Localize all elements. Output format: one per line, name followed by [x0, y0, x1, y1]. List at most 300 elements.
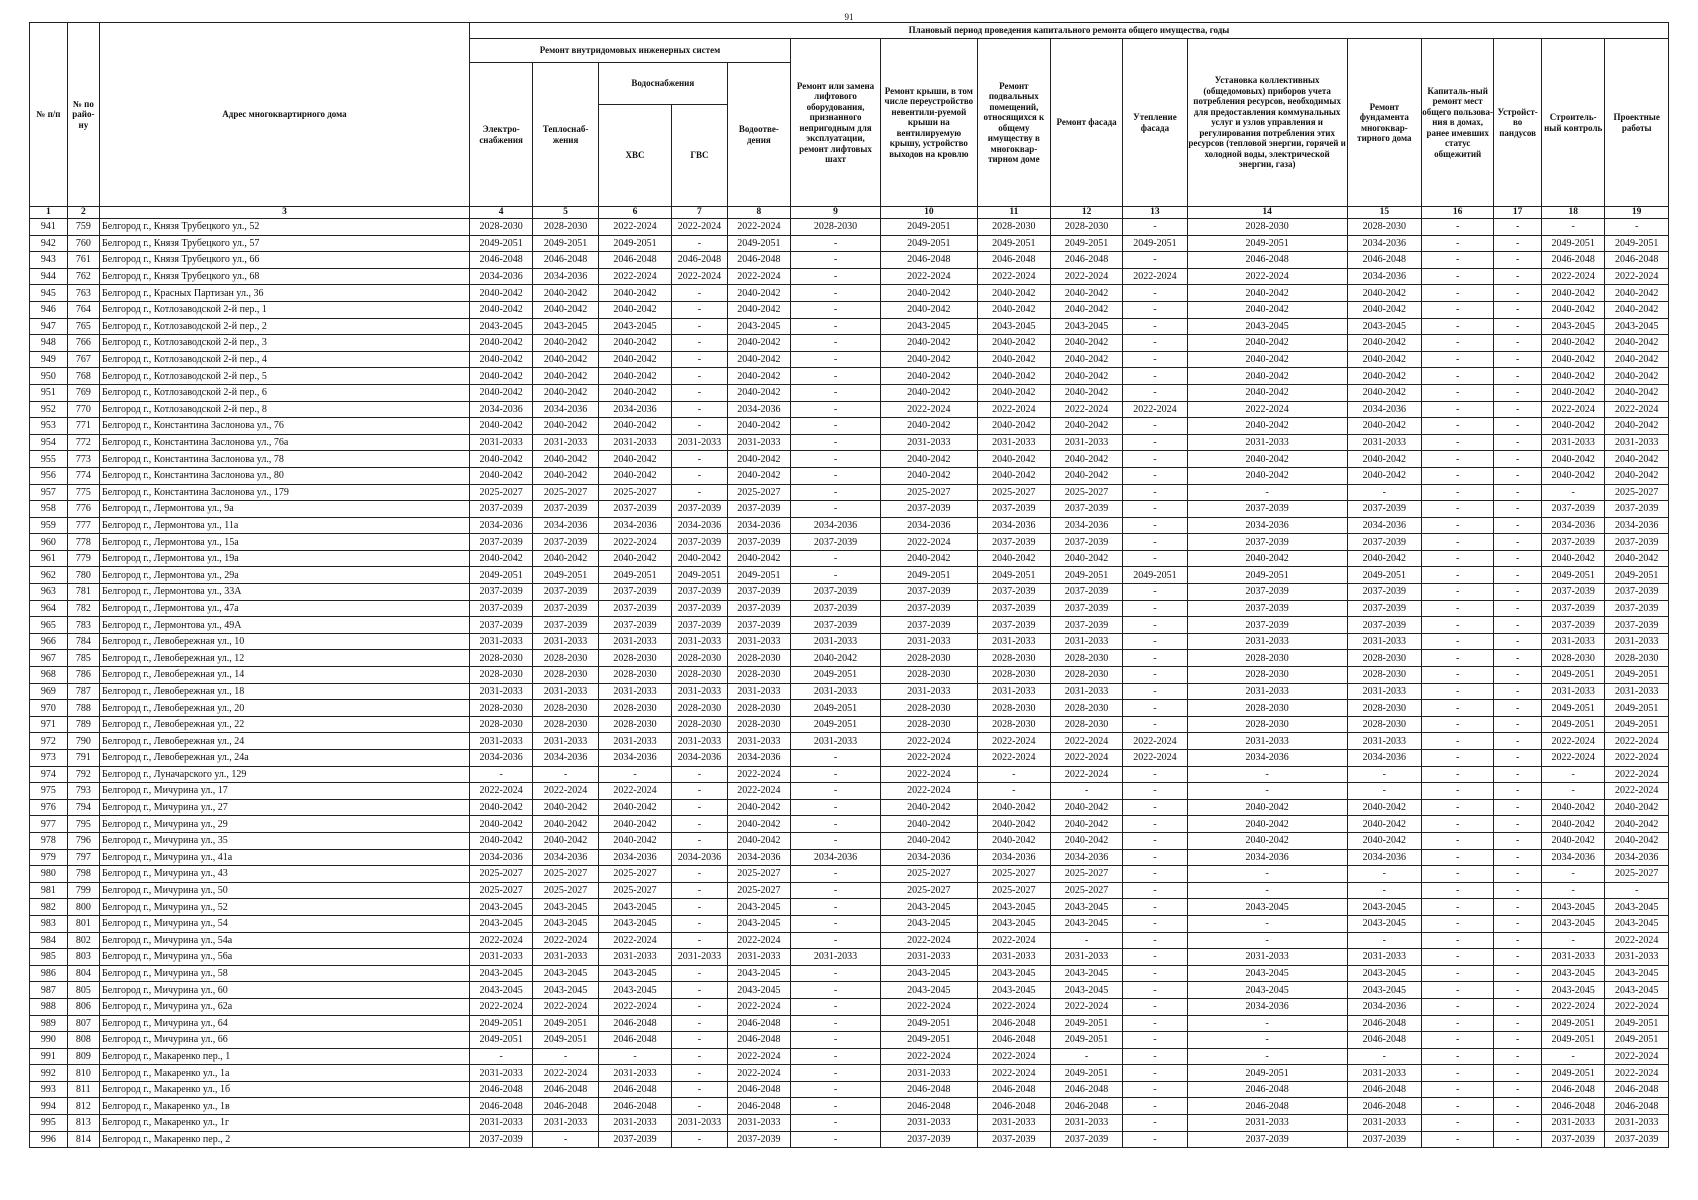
period-cell: 2040-2042 — [469, 384, 532, 401]
period-cell: 2034-2036 — [1051, 517, 1123, 534]
period-cell: 2037-2039 — [1542, 534, 1605, 551]
period-cell: - — [791, 866, 881, 883]
row-number: 986 — [30, 965, 68, 982]
period-cell: - — [598, 766, 671, 783]
period-cell: - — [1422, 783, 1494, 800]
address-cell: Белгород г., Лермонтова ул., 33А — [99, 584, 469, 601]
period-cell: - — [1542, 484, 1605, 501]
period-cell: - — [1422, 351, 1494, 368]
period-cell: 2028-2030 — [1347, 667, 1421, 684]
period-cell: 2028-2030 — [1347, 700, 1421, 717]
table-row — [30, 766, 1669, 783]
column-number: 19 — [1605, 207, 1669, 219]
period-cell: - — [1422, 982, 1494, 999]
period-cell: - — [1494, 351, 1542, 368]
address-cell: Белгород г., Луначарского ул., 129 — [99, 766, 469, 783]
period-cell: 2037-2039 — [881, 501, 978, 518]
column-number: 1 — [30, 207, 68, 219]
period-cell: - — [1494, 1015, 1542, 1032]
period-cell: 2025-2027 — [1605, 866, 1669, 883]
period-cell: - — [1422, 318, 1494, 335]
period-cell: - — [1494, 1081, 1542, 1098]
period-cell: 2022-2024 — [1605, 733, 1669, 750]
period-cell: 2028-2030 — [727, 716, 790, 733]
period-cell: 2040-2042 — [1542, 418, 1605, 435]
period-cell: 2025-2027 — [598, 882, 671, 899]
period-cell: 2025-2027 — [469, 484, 532, 501]
period-cell: 2043-2045 — [977, 965, 1050, 982]
period-cell: 2031-2033 — [1187, 434, 1347, 451]
period-cell: 2034-2036 — [672, 750, 728, 767]
period-cell: 2040-2042 — [533, 351, 599, 368]
period-cell: 2031-2033 — [1605, 633, 1669, 650]
row-number: 972 — [30, 733, 68, 750]
row-number: 990 — [30, 1032, 68, 1049]
period-cell: - — [791, 285, 881, 302]
period-cell: 2043-2045 — [1051, 899, 1123, 916]
period-cell: - — [1494, 1098, 1542, 1115]
period-cell: 2043-2045 — [881, 318, 978, 335]
column-number: 13 — [1123, 207, 1187, 219]
period-cell: 2022-2024 — [1542, 998, 1605, 1015]
period-cell: 2037-2039 — [598, 501, 671, 518]
address-cell: Белгород г., Константина Заслонова ул., 179 — [99, 484, 469, 501]
address-cell: Белгород г., Мичурина ул., 54а — [99, 932, 469, 949]
row-number: 981 — [30, 882, 68, 899]
table-row — [30, 982, 1669, 999]
row-number: 963 — [30, 584, 68, 601]
period-cell: 2049-2051 — [1542, 1015, 1605, 1032]
period-cell: 2040-2042 — [1187, 351, 1347, 368]
period-cell: 2037-2039 — [791, 534, 881, 551]
column-number: 7 — [672, 207, 728, 219]
period-cell: 2040-2042 — [1542, 799, 1605, 816]
period-cell: 2037-2039 — [672, 534, 728, 551]
period-cell: 2022-2024 — [1605, 401, 1669, 418]
period-cell: 2040-2042 — [727, 351, 790, 368]
period-cell: 2040-2042 — [1605, 550, 1669, 567]
period-cell: - — [791, 766, 881, 783]
period-cell: 2034-2036 — [1347, 517, 1421, 534]
period-cell: 2040-2042 — [1542, 832, 1605, 849]
period-cell: - — [672, 766, 728, 783]
period-cell: 2034-2036 — [727, 750, 790, 767]
row-number: 973 — [30, 750, 68, 767]
column-number: 10 — [881, 207, 978, 219]
period-cell: - — [1494, 368, 1542, 385]
period-cell: - — [1422, 932, 1494, 949]
period-cell: 2040-2042 — [881, 451, 978, 468]
column-number: 6 — [598, 207, 671, 219]
period-cell: 2037-2039 — [727, 600, 790, 617]
capital-repair-schedule-table — [29, 22, 1669, 1148]
period-cell: 2031-2033 — [469, 949, 532, 966]
period-cell: 2037-2039 — [977, 1131, 1050, 1148]
period-cell: 2034-2036 — [1347, 235, 1421, 252]
period-cell: 2022-2024 — [598, 998, 671, 1015]
period-cell: - — [1494, 301, 1542, 318]
period-cell: 2028-2030 — [1187, 700, 1347, 717]
period-cell: - — [1123, 301, 1187, 318]
period-cell: 2031-2033 — [1051, 633, 1123, 650]
period-cell: 2046-2048 — [598, 1098, 671, 1115]
district-number: 806 — [67, 998, 99, 1015]
district-number: 794 — [67, 799, 99, 816]
period-cell: 2040-2042 — [881, 335, 978, 352]
row-number: 984 — [30, 932, 68, 949]
period-cell: 2049-2051 — [598, 235, 671, 252]
period-cell: 2025-2027 — [533, 484, 599, 501]
period-cell: - — [672, 401, 728, 418]
period-cell: 2034-2036 — [469, 401, 532, 418]
district-number: 812 — [67, 1098, 99, 1115]
period-cell: 2040-2042 — [469, 799, 532, 816]
period-cell: 2049-2051 — [1542, 1032, 1605, 1049]
period-cell: 2037-2039 — [977, 617, 1050, 634]
district-number: 761 — [67, 252, 99, 269]
period-cell: 2046-2048 — [1605, 1081, 1669, 1098]
period-cell: - — [1422, 1081, 1494, 1098]
period-cell: 2028-2030 — [1187, 219, 1347, 236]
period-cell: 2031-2033 — [469, 1115, 532, 1132]
period-cell: 2037-2039 — [727, 1131, 790, 1148]
period-cell: 2040-2042 — [1542, 550, 1605, 567]
table-row — [30, 1065, 1669, 1082]
period-cell: 2043-2045 — [469, 318, 532, 335]
period-cell: - — [1494, 899, 1542, 916]
period-cell: 2034-2036 — [1347, 998, 1421, 1015]
period-cell: 2040-2042 — [881, 351, 978, 368]
table-row — [30, 932, 1669, 949]
period-cell: 2037-2039 — [672, 584, 728, 601]
period-cell: - — [672, 1131, 728, 1148]
period-cell: - — [1422, 235, 1494, 252]
table-row — [30, 965, 1669, 982]
period-cell: 2046-2048 — [977, 1081, 1050, 1098]
period-cell: 2049-2051 — [791, 716, 881, 733]
period-cell: 2043-2045 — [1347, 982, 1421, 999]
period-cell: 2034-2036 — [469, 750, 532, 767]
period-cell: - — [1422, 1032, 1494, 1049]
period-cell: 2031-2033 — [533, 1115, 599, 1132]
period-cell: 2031-2033 — [727, 434, 790, 451]
period-cell: 2025-2027 — [977, 484, 1050, 501]
period-cell: - — [1347, 484, 1421, 501]
district-number: 800 — [67, 899, 99, 916]
period-cell: 2040-2042 — [533, 550, 599, 567]
column-number: 2 — [67, 207, 99, 219]
period-cell: 2025-2027 — [1051, 882, 1123, 899]
row-number: 961 — [30, 550, 68, 567]
period-cell: 2046-2048 — [977, 1098, 1050, 1115]
address-cell: Белгород г., Макаренко ул., 1г — [99, 1115, 469, 1132]
period-cell: 2031-2033 — [1187, 1115, 1347, 1132]
period-cell: 2028-2030 — [1347, 716, 1421, 733]
address-cell: Белгород г., Князя Трубецкого ул., 66 — [99, 252, 469, 269]
table-row — [30, 285, 1669, 302]
period-cell: - — [791, 235, 881, 252]
period-cell: - — [672, 484, 728, 501]
period-cell: 2031-2033 — [672, 733, 728, 750]
period-cell: - — [672, 965, 728, 982]
district-number: 783 — [67, 617, 99, 634]
period-cell: 2046-2048 — [672, 252, 728, 269]
district-number: 791 — [67, 750, 99, 767]
period-cell: - — [1494, 401, 1542, 418]
period-cell: - — [1187, 882, 1347, 899]
district-number: 768 — [67, 368, 99, 385]
period-cell: - — [1187, 766, 1347, 783]
period-cell: - — [791, 899, 881, 916]
period-cell: 2040-2042 — [1542, 816, 1605, 833]
table-row — [30, 567, 1669, 584]
period-cell: - — [1494, 318, 1542, 335]
period-cell: - — [1494, 667, 1542, 684]
period-cell: - — [1494, 1115, 1542, 1132]
period-cell: - — [1494, 700, 1542, 717]
period-cell: - — [1123, 982, 1187, 999]
period-cell: 2022-2024 — [881, 268, 978, 285]
period-cell: - — [791, 268, 881, 285]
table-row — [30, 401, 1669, 418]
period-cell: 2046-2048 — [881, 1098, 978, 1115]
period-cell: 2040-2042 — [727, 451, 790, 468]
period-cell: 2022-2024 — [977, 268, 1050, 285]
header-heat: Теплоснаб-жения — [533, 63, 599, 207]
address-cell: Белгород г., Константина Заслонова ул., 76 — [99, 418, 469, 435]
period-cell: - — [1494, 285, 1542, 302]
period-cell: 2046-2048 — [1542, 252, 1605, 269]
period-cell: 2031-2033 — [1187, 683, 1347, 700]
period-cell: - — [1494, 268, 1542, 285]
period-cell: 2031-2033 — [1051, 1115, 1123, 1132]
table-row — [30, 584, 1669, 601]
row-number: 951 — [30, 384, 68, 401]
period-cell: - — [1422, 965, 1494, 982]
period-cell: - — [1422, 550, 1494, 567]
period-cell: 2040-2042 — [1605, 368, 1669, 385]
period-cell: - — [1542, 783, 1605, 800]
period-cell: - — [1187, 915, 1347, 932]
period-cell: - — [1123, 932, 1187, 949]
period-cell: 2046-2048 — [598, 1032, 671, 1049]
period-cell: 2034-2036 — [727, 849, 790, 866]
period-cell: - — [1123, 335, 1187, 352]
header-ramps: Устройст-во пандусов — [1494, 39, 1542, 207]
period-cell: 2034-2036 — [469, 849, 532, 866]
period-cell: 2037-2039 — [1347, 584, 1421, 601]
period-cell: 2037-2039 — [1051, 1131, 1123, 1148]
table-row — [30, 667, 1669, 684]
period-cell: 2031-2033 — [598, 683, 671, 700]
period-cell: 2040-2042 — [469, 351, 532, 368]
period-cell: - — [1422, 849, 1494, 866]
period-cell: 2040-2042 — [533, 451, 599, 468]
period-cell: - — [1347, 1048, 1421, 1065]
period-cell: 2046-2048 — [1187, 1081, 1347, 1098]
period-cell: 2031-2033 — [977, 949, 1050, 966]
period-cell: - — [1494, 1048, 1542, 1065]
period-cell: - — [1123, 434, 1187, 451]
period-cell: 2028-2030 — [672, 716, 728, 733]
table-row — [30, 700, 1669, 717]
period-cell: 2028-2030 — [1051, 716, 1123, 733]
column-number: 14 — [1187, 207, 1347, 219]
period-cell: 2025-2027 — [598, 866, 671, 883]
period-cell: 2028-2030 — [469, 219, 532, 236]
period-cell: 2040-2042 — [977, 301, 1050, 318]
period-cell: 2037-2039 — [469, 584, 532, 601]
period-cell: 2043-2045 — [533, 318, 599, 335]
period-cell: - — [1422, 750, 1494, 767]
period-cell: - — [1187, 1015, 1347, 1032]
period-cell: - — [1123, 1065, 1187, 1082]
row-number: 967 — [30, 650, 68, 667]
table-row — [30, 1115, 1669, 1132]
period-cell: 2028-2030 — [791, 219, 881, 236]
period-cell: - — [1494, 816, 1542, 833]
period-cell: 2043-2045 — [598, 318, 671, 335]
period-cell: - — [1422, 501, 1494, 518]
period-cell: 2022-2024 — [1542, 268, 1605, 285]
period-cell: - — [1123, 451, 1187, 468]
period-cell: 2037-2039 — [1542, 584, 1605, 601]
period-cell: 2037-2039 — [1605, 600, 1669, 617]
period-cell: 2040-2042 — [977, 467, 1050, 484]
period-cell: - — [672, 899, 728, 916]
table-row — [30, 750, 1669, 767]
period-cell: 2049-2051 — [469, 567, 532, 584]
period-cell: - — [469, 766, 532, 783]
period-cell: 2031-2033 — [1347, 1065, 1421, 1082]
period-cell: 2028-2030 — [881, 650, 978, 667]
period-cell: 2031-2033 — [533, 434, 599, 451]
period-cell: 2040-2042 — [533, 799, 599, 816]
period-cell: 2049-2051 — [1542, 1065, 1605, 1082]
period-cell: 2049-2051 — [533, 1032, 599, 1049]
period-cell: 2034-2036 — [598, 517, 671, 534]
period-cell: 2028-2030 — [469, 667, 532, 684]
row-number: 969 — [30, 683, 68, 700]
period-cell: - — [1422, 467, 1494, 484]
period-cell: 2043-2045 — [1187, 899, 1347, 916]
period-cell: - — [1605, 882, 1669, 899]
period-cell: 2049-2051 — [469, 1032, 532, 1049]
period-cell: - — [1123, 418, 1187, 435]
period-cell: - — [1123, 683, 1187, 700]
period-cell: 2043-2045 — [1542, 982, 1605, 999]
period-cell: 2031-2033 — [1542, 683, 1605, 700]
period-cell: 2037-2039 — [1605, 534, 1669, 551]
period-cell: - — [1123, 600, 1187, 617]
period-cell: 2040-2042 — [1051, 368, 1123, 385]
address-cell: Белгород г., Лермонтова ул., 29а — [99, 567, 469, 584]
row-number: 974 — [30, 766, 68, 783]
period-cell: 2022-2024 — [598, 534, 671, 551]
period-cell: 2037-2039 — [1605, 1131, 1669, 1148]
period-cell: 2043-2045 — [977, 982, 1050, 999]
period-cell: 2049-2051 — [727, 235, 790, 252]
period-cell: - — [1422, 268, 1494, 285]
period-cell: 2031-2033 — [1051, 683, 1123, 700]
period-cell: 2046-2048 — [727, 1015, 790, 1032]
period-cell: 2049-2051 — [533, 235, 599, 252]
period-cell: 2025-2027 — [977, 866, 1050, 883]
period-cell: 2022-2024 — [1051, 998, 1123, 1015]
period-cell: 2037-2039 — [1542, 617, 1605, 634]
period-cell: - — [1494, 384, 1542, 401]
period-cell: - — [1422, 567, 1494, 584]
row-number: 960 — [30, 534, 68, 551]
period-cell: 2037-2039 — [977, 584, 1050, 601]
header-water-supply: Водоснабжения — [598, 63, 727, 105]
table-row — [30, 799, 1669, 816]
period-cell: 2046-2048 — [881, 252, 978, 269]
period-cell: 2037-2039 — [533, 534, 599, 551]
period-cell: - — [791, 965, 881, 982]
period-cell: - — [1051, 783, 1123, 800]
header-district-no: № по райо-ну — [67, 23, 99, 207]
period-cell: 2025-2027 — [727, 866, 790, 883]
district-number: 764 — [67, 301, 99, 318]
table-row — [30, 633, 1669, 650]
period-cell: 2025-2027 — [469, 882, 532, 899]
district-number: 795 — [67, 816, 99, 833]
row-number: 944 — [30, 268, 68, 285]
period-cell: 2040-2042 — [1347, 816, 1421, 833]
page-number: 91 — [844, 12, 854, 22]
period-cell: 2022-2024 — [672, 219, 728, 236]
period-cell: - — [1422, 434, 1494, 451]
period-cell: 2043-2045 — [598, 982, 671, 999]
period-cell: 2031-2033 — [672, 633, 728, 650]
period-cell: - — [791, 832, 881, 849]
period-cell: 2043-2045 — [533, 899, 599, 916]
period-cell: - — [791, 351, 881, 368]
period-cell: - — [1422, 418, 1494, 435]
period-cell: - — [1123, 1131, 1187, 1148]
period-cell: 2031-2033 — [469, 733, 532, 750]
period-cell: 2028-2030 — [727, 650, 790, 667]
address-cell: Белгород г., Левобережная ул., 18 — [99, 683, 469, 700]
period-cell: - — [1422, 401, 1494, 418]
address-cell: Белгород г., Князя Трубецкого ул., 57 — [99, 235, 469, 252]
row-number: 994 — [30, 1098, 68, 1115]
period-cell: 2037-2039 — [469, 617, 532, 634]
period-cell: - — [1494, 949, 1542, 966]
period-cell: - — [672, 384, 728, 401]
period-cell: 2022-2024 — [598, 219, 671, 236]
period-cell: 2037-2039 — [1605, 584, 1669, 601]
row-number: 948 — [30, 335, 68, 352]
period-cell: 2049-2051 — [727, 567, 790, 584]
table-row — [30, 550, 1669, 567]
period-cell: 2040-2042 — [1051, 816, 1123, 833]
period-cell: 2049-2051 — [1542, 667, 1605, 684]
period-cell: - — [1422, 799, 1494, 816]
period-cell: 2049-2051 — [1123, 235, 1187, 252]
period-cell: 2040-2042 — [727, 285, 790, 302]
table-row — [30, 268, 1669, 285]
period-cell: 2025-2027 — [727, 484, 790, 501]
period-cell: 2037-2039 — [1542, 501, 1605, 518]
table-row — [30, 1081, 1669, 1098]
period-cell: - — [1123, 866, 1187, 883]
period-cell: 2022-2024 — [881, 783, 978, 800]
period-cell: - — [1422, 650, 1494, 667]
period-cell: 2049-2051 — [1187, 235, 1347, 252]
period-cell: 2037-2039 — [977, 600, 1050, 617]
